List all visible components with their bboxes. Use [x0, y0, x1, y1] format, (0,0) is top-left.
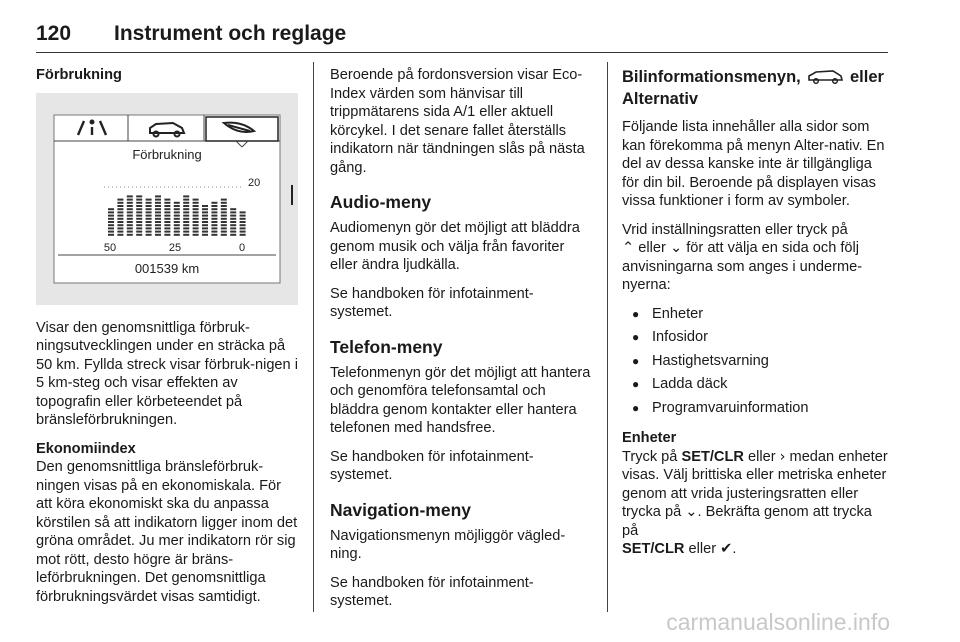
consumption-bar-segment — [193, 201, 199, 203]
consumption-bar-segment — [136, 201, 142, 203]
consumption-bar-segment — [117, 214, 123, 216]
consumption-bar-segment — [108, 208, 114, 210]
consumption-bar-segment — [127, 227, 133, 229]
consumption-bar-segment — [146, 227, 152, 229]
consumption-bar-segment — [174, 201, 180, 203]
consumption-bar-segment — [193, 230, 199, 232]
consumption-bar-segment — [211, 217, 217, 219]
scale-max-label: 20 — [248, 176, 261, 189]
consumption-bar-segment — [127, 198, 133, 200]
consumption-bar-segment — [164, 217, 170, 219]
odometer-readout: 001539 km — [134, 260, 200, 276]
text-span: Vrid inställningsratten eller tryck på — [622, 221, 848, 238]
consumption-bar-segment — [211, 205, 217, 207]
consumption-bar-segment — [202, 211, 208, 213]
consumption-bar-segment — [230, 233, 236, 235]
paragraph — [622, 448, 888, 559]
consumption-bar-segment — [183, 201, 189, 203]
consumption-bar-segment — [146, 214, 152, 216]
list-item: ● Infosidor — [622, 328, 888, 347]
consumption-bar-segment — [211, 201, 217, 203]
consumption-bar-segment — [164, 230, 170, 232]
consumption-bar-segment — [146, 233, 152, 235]
scale-50-label: 50 — [103, 241, 117, 254]
chevron-up-icon: ⌃ — [622, 239, 635, 256]
consumption-bar-segment — [108, 224, 114, 226]
consumption-bar-segment — [136, 217, 142, 219]
column-3 — [622, 66, 888, 569]
consumption-bar-segment — [127, 224, 133, 226]
consumption-bar-segment — [202, 230, 208, 232]
consumption-bar-segment — [240, 214, 246, 216]
consumption-bar-segment — [155, 214, 161, 216]
consumption-bar-segment — [164, 205, 170, 207]
consumption-bar-segment — [193, 205, 199, 207]
consumption-bar-segment — [240, 211, 246, 213]
paragraph: Följande lista innehåller alla sidor som kan förekomma på menyn Alter-nativ. En del av dessa kanske inte är tillgängliga för din bil. Beroende på displayen visas vissa funktioner i form av symboler. — [622, 119, 885, 209]
consumption-bar-segment — [127, 195, 133, 197]
consumption-bar-segment — [108, 217, 114, 219]
text-span: Tryck på — [622, 448, 678, 465]
setclr-label: SET/CLR — [681, 448, 744, 465]
consumption-bar-segment — [164, 214, 170, 216]
text-span: medan enheter visas. Välj brittiska eller metriska enheter genom att vrida justeringsratten eller trycka på — [622, 448, 888, 520]
consumption-bar-segment — [117, 201, 123, 203]
consumption-bar-segment — [193, 221, 199, 223]
consumption-bar-segment — [174, 224, 180, 226]
consumption-bar-segment — [136, 224, 142, 226]
consumption-bar-segment — [136, 214, 142, 216]
options-list — [622, 305, 888, 418]
consumption-bar-segment — [221, 233, 227, 235]
consumption-bar-segment — [221, 211, 227, 213]
consumption-bar-segment — [183, 214, 189, 216]
consumption-bar-segment — [146, 211, 152, 213]
consumption-bar-segment — [211, 214, 217, 216]
scale-25-label: 25 — [168, 241, 182, 254]
consumption-bar-segment — [174, 214, 180, 216]
consumption-bar-segment — [230, 217, 236, 219]
scale-0-label: 0 — [238, 241, 246, 254]
consumption-bar-segment — [155, 198, 161, 200]
consumption-bar-segment — [193, 214, 199, 216]
consumption-bar-segment — [193, 224, 199, 226]
consumption-bar-segment — [193, 217, 199, 219]
consumption-bar-segment — [117, 205, 123, 207]
consumption-bar-segment — [136, 208, 142, 210]
consumption-bar-segment — [136, 221, 142, 223]
consumption-bar-segment — [127, 211, 133, 213]
section-heading-consumption: Förbrukning — [36, 67, 122, 83]
consumption-bar-segment — [164, 198, 170, 200]
consumption-bar-segment — [155, 211, 161, 213]
heading-part: Alternativ — [622, 90, 699, 108]
consumption-bar-segment — [117, 221, 123, 223]
consumption-bar-segment — [193, 211, 199, 213]
consumption-bar-segment — [136, 230, 142, 232]
consumption-bar-segment — [174, 205, 180, 207]
chevron-down-icon: ⌄ — [669, 239, 683, 256]
consumption-bar-segment — [183, 208, 189, 210]
consumption-bar-segment — [136, 205, 142, 207]
consumption-bar-segment — [155, 227, 161, 229]
consumption-bar-segment — [117, 233, 123, 235]
paragraph: Den genomsnittliga bränsleförbruk-ningen visas på en ekonomiskala. För att köra ekonomiskt ska du anpassa körstilen så att indikatorn ligger inom det gröna området. Ju mer indikatorn rör sig mot rött, desto högre är bräns-leförbrukningen. Det genomsnittliga förbrukningsvärdet visas samtidigt. — [36, 459, 298, 605]
consumption-bar-segment — [164, 227, 170, 229]
consumption-bar-segment — [155, 221, 161, 223]
consumption-bar-segment — [155, 208, 161, 210]
consumption-bar-segment — [108, 233, 114, 235]
consumption-bar-segment — [108, 221, 114, 223]
text-span: eller — [638, 240, 666, 256]
consumption-bar-segment — [117, 211, 123, 213]
consumption-bar-segment — [230, 211, 236, 213]
consumption-bar-segment — [108, 230, 114, 232]
list-item: ● Hastighetsvarning — [622, 352, 888, 371]
paragraph: Telefonmenyn gör det möjligt att hantera och genomföra telefonsamtal och bläddra genom kontakter eller hantera telefonen med handsfree. — [330, 364, 591, 436]
consumption-bar-segment — [183, 230, 189, 232]
text-span: eller — [747, 448, 776, 465]
consumption-bar-segment — [221, 217, 227, 219]
section-heading-vehicle-info — [622, 66, 888, 110]
consumption-bar-segment — [146, 221, 152, 223]
consumption-bar-segment — [202, 208, 208, 210]
page-number: 120 — [36, 22, 72, 45]
consumption-bar-segment — [146, 224, 152, 226]
consumption-bar-segment — [164, 208, 170, 210]
consumption-bar-segment — [127, 208, 133, 210]
consumption-bar-segment — [221, 201, 227, 203]
list-item: ● Programvaruinformation — [622, 399, 888, 418]
consumption-bar-segment — [127, 230, 133, 232]
consumption-bar-segment — [174, 211, 180, 213]
text-span: för att välja en sida och följ anvisningarna som anges i underme-nyerna: — [622, 240, 863, 293]
paragraph — [622, 221, 888, 295]
consumption-bar-segment — [127, 217, 133, 219]
consumption-bar-segment — [146, 205, 152, 207]
consumption-bar-segment — [127, 201, 133, 203]
consumption-bar-segment — [146, 201, 152, 203]
consumption-bar-segment — [230, 227, 236, 229]
consumption-bar-segment — [202, 214, 208, 216]
consumption-bar-segment — [221, 221, 227, 223]
consumption-bar-segment — [183, 217, 189, 219]
paragraph: Se handboken för infotainment-systemet. — [330, 285, 534, 320]
display-label: Förbrukning — [132, 146, 202, 162]
consumption-bar-segment — [211, 230, 217, 232]
consumption-bar-segment — [211, 211, 217, 213]
consumption-bar-segment — [174, 230, 180, 232]
consumption-bar-segment — [193, 198, 199, 200]
consumption-bar-segment — [183, 224, 189, 226]
consumption-bar-segment — [146, 230, 152, 232]
consumption-bar-segment — [183, 205, 189, 207]
paragraph: Visar den genomsnittliga förbruk-ningsutvecklingen under en sträcka på 50 km. Fyllda streck visar förbruk-nigen i 5 km-steg och visar effekten av topografin eller körbeteendet på bränsleförbrukningen. — [36, 319, 298, 428]
consumption-bar-segment — [117, 227, 123, 229]
consumption-bar-segment — [164, 211, 170, 213]
consumption-bar-segment — [136, 233, 142, 235]
page-header — [36, 22, 346, 46]
consumption-bar-segment — [127, 214, 133, 216]
consumption-bar-segment — [164, 233, 170, 235]
column-2 — [330, 66, 592, 621]
column-1 — [36, 66, 300, 616]
consumption-bar-segment — [221, 227, 227, 229]
consumption-bar-segment — [136, 211, 142, 213]
setclr-label: SET/CLR — [622, 541, 685, 557]
paragraph: Se handboken för infotainment-systemet. — [330, 448, 534, 483]
header-divider — [36, 52, 888, 53]
consumption-bar-segment — [174, 217, 180, 219]
paragraph: Se handboken för infotainment-systemet. — [330, 574, 534, 609]
column-divider-2 — [607, 62, 608, 612]
consumption-bar-segment — [230, 214, 236, 216]
consumption-bar-segment — [127, 221, 133, 223]
consumption-bar-segment — [164, 201, 170, 203]
consumption-bar-segment — [240, 217, 246, 219]
consumption-bar-segment — [202, 221, 208, 223]
chevron-down-icon: ⌄ — [685, 503, 698, 520]
consumption-bar-segment — [202, 224, 208, 226]
consumption-bar-segment — [117, 208, 123, 210]
consumption-bar-segment — [155, 217, 161, 219]
subheading-units: Enheter — [622, 430, 677, 446]
consumption-bar-segment — [202, 217, 208, 219]
consumption-bar-segment — [240, 233, 246, 235]
consumption-bar-segment — [183, 233, 189, 235]
consumption-bar-segment — [164, 224, 170, 226]
consumption-bar-segment — [117, 224, 123, 226]
paragraph: Audiomenyn gör det möjligt att bläddra genom musik och välja från favoriter eller ändra ljudkälla. — [330, 220, 580, 273]
consumption-bar-segment — [202, 205, 208, 207]
consumption-bar-segment — [240, 221, 246, 223]
column-divider-1 — [313, 62, 314, 612]
consumption-bar-segment — [183, 227, 189, 229]
consumption-bar-segment — [211, 227, 217, 229]
consumption-bar-segment — [146, 198, 152, 200]
consumption-bar-segment — [155, 201, 161, 203]
consumption-bar-segment — [127, 233, 133, 235]
consumption-bar-segment — [155, 224, 161, 226]
heading-part: Bilinformationsmenyn, — [622, 68, 801, 86]
consumption-bar-segment — [221, 198, 227, 200]
consumption-bar-segment — [240, 230, 246, 232]
consumption-bar-segment — [211, 224, 217, 226]
checkmark-icon: ✔ — [720, 540, 733, 557]
consumption-bar-segment — [108, 214, 114, 216]
text-span: . — [732, 541, 737, 557]
consumption-bar-segment — [108, 211, 114, 213]
consumption-bar-segment — [183, 195, 189, 197]
paragraph: Beroende på fordonsversion visar Eco-Index värden som hänvisar till trippmätarens sida A/1 eller aktuell körcykel. I det senare fallet återställs indikatorn när tändningen slås på nästa gång. — [330, 67, 585, 176]
consumption-bar-segment — [174, 208, 180, 210]
consumption-display-svg — [36, 93, 298, 305]
consumption-bar-segment — [221, 214, 227, 216]
paragraph: Navigationsmenyn möjliggör vägled-ning. — [330, 527, 566, 562]
consumption-bar-segment — [117, 198, 123, 200]
consumption-bar-segment — [174, 233, 180, 235]
consumption-bar-segment — [230, 221, 236, 223]
text-span: . Bekräfta genom att trycka på — [622, 504, 872, 539]
consumption-bar-segment — [183, 198, 189, 200]
watermark: carmanualsonline.info — [666, 609, 890, 635]
consumption-bar-segment — [211, 208, 217, 210]
consumption-bar-segment — [240, 227, 246, 229]
consumption-bar-segment — [155, 230, 161, 232]
consumption-bar-segment — [230, 230, 236, 232]
consumption-bar-segment — [230, 208, 236, 210]
consumption-bar-segment — [146, 208, 152, 210]
consumption-bar-segment — [221, 208, 227, 210]
list-item: ● Ladda däck — [622, 375, 888, 394]
consumption-bar-segment — [221, 224, 227, 226]
car-icon — [805, 68, 845, 84]
heading-part: eller — [849, 68, 884, 86]
section-heading-phone: Telefon-meny — [330, 336, 443, 357]
consumption-bar-segment — [164, 221, 170, 223]
section-heading-navigation: Navigation-meny — [330, 499, 471, 520]
consumption-bar-segment — [117, 217, 123, 219]
consumption-bar-segment — [108, 227, 114, 229]
consumption-bar-segment — [183, 211, 189, 213]
consumption-bar-segment — [155, 195, 161, 197]
consumption-bar-segment — [174, 227, 180, 229]
consumption-bar-segment — [193, 227, 199, 229]
consumption-bar-segment — [221, 230, 227, 232]
subheading-eco-index: Ekonomiindex — [36, 440, 136, 457]
consumption-bar-segment — [240, 224, 246, 226]
consumption-bar-segment — [211, 221, 217, 223]
consumption-bar-segment — [211, 233, 217, 235]
page-title: Instrument och reglage — [114, 22, 347, 45]
chevron-right-icon: › — [779, 447, 786, 465]
consumption-bar-segment — [117, 230, 123, 232]
consumption-bar-segment — [221, 205, 227, 207]
section-heading-audio: Audio-meny — [330, 192, 432, 212]
consumption-bar-segment — [127, 205, 133, 207]
consumption-bar-segment — [146, 217, 152, 219]
consumption-bar-segment — [155, 205, 161, 207]
consumption-bar-segment — [136, 198, 142, 200]
consumption-bar-segment — [174, 221, 180, 223]
consumption-bar-segment — [193, 208, 199, 210]
consumption-display-figure — [36, 93, 298, 305]
consumption-bar-segment — [136, 195, 142, 197]
consumption-bar-segment — [193, 233, 199, 235]
consumption-bar-segment — [202, 227, 208, 229]
consumption-bar-segment — [136, 227, 142, 229]
consumption-bar-segment — [202, 233, 208, 235]
consumption-bar-segment — [155, 233, 161, 235]
consumption-bar-segment — [230, 224, 236, 226]
consumption-bar-segment — [183, 221, 189, 223]
text-span: eller — [688, 541, 717, 557]
list-item: ● Enheter — [622, 305, 888, 324]
